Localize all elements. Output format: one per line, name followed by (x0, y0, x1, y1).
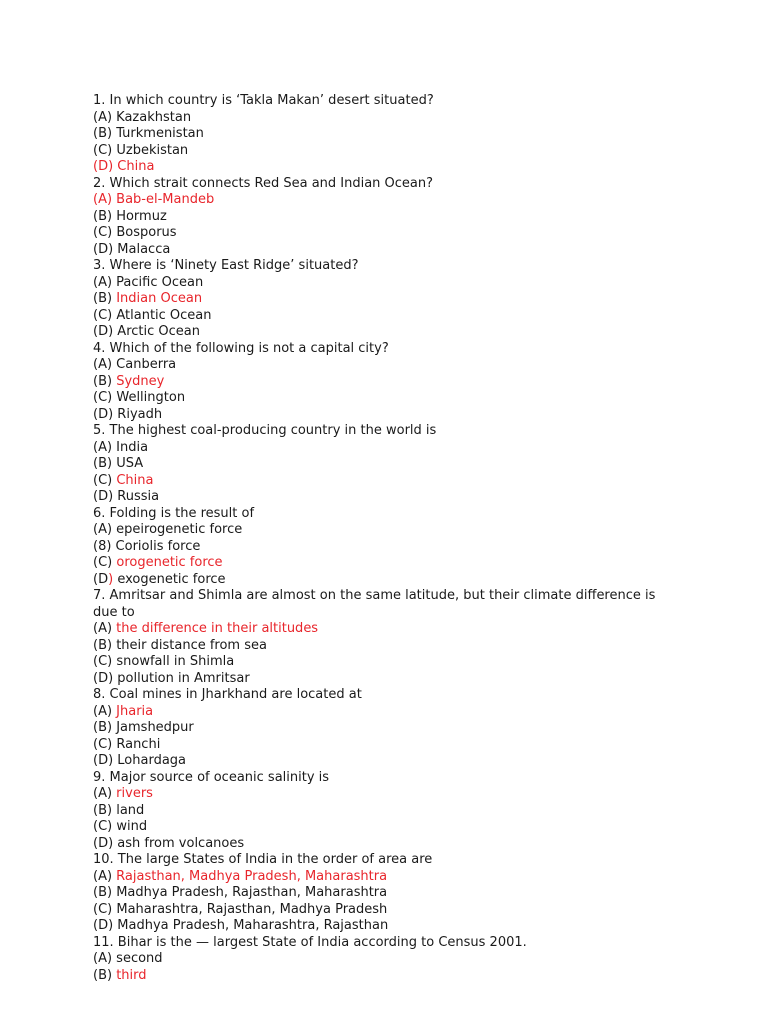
question-text: 10. The large States of India in the order of area are (93, 852, 433, 867)
correct-answer-text: Sydney (116, 373, 165, 389)
option-letter: (A) (93, 357, 117, 372)
option (93, 836, 683, 853)
option-letter: (D) (93, 406, 118, 422)
option-text: Uzbekistan (116, 142, 189, 158)
option-text: Bosporus (116, 225, 177, 240)
option-text: snowfall in Shimla (116, 654, 235, 669)
option-letter: (A) (93, 951, 117, 966)
option (93, 539, 683, 556)
option (93, 440, 683, 457)
option (93, 357, 683, 374)
answer-option (93, 159, 683, 176)
option-text: Pacific Ocean (116, 274, 204, 290)
option (93, 308, 683, 325)
option-letter: (C) (93, 307, 117, 323)
quiz-content (93, 93, 683, 984)
answer-option (93, 968, 683, 985)
answer-option (93, 621, 683, 638)
option-letter: (A) (93, 439, 117, 455)
option-letter: (D) (93, 489, 118, 504)
option (93, 407, 683, 424)
option-letter: (D) (93, 753, 118, 768)
option (93, 126, 683, 143)
option-letter: (B) (93, 456, 117, 471)
option-text: Arctic Ocean (117, 324, 200, 339)
option-letter-suffix: ) (108, 571, 118, 587)
option-text: Jamshedpur (116, 720, 194, 735)
option (93, 902, 683, 919)
option-letter: (B) (93, 720, 117, 735)
option (93, 918, 683, 935)
option (93, 143, 683, 160)
option (93, 390, 683, 407)
option-letter: (B) (93, 291, 117, 306)
option (93, 456, 683, 473)
option-letter: (B) (93, 126, 117, 141)
option (93, 753, 683, 770)
answer-option (93, 786, 683, 803)
option-letter: (A) (93, 786, 117, 801)
answer-option (93, 555, 683, 572)
option-text: Canberra (116, 357, 177, 372)
option-text: Madhya Pradesh, Maharashtra, Rajasthan (117, 918, 389, 933)
option-text: Coriolis force (115, 538, 201, 554)
option (93, 720, 683, 737)
correct-answer-text: Rajasthan, Madhya Pradesh, Maharashtra (116, 868, 388, 884)
option-text: exogenetic force (117, 571, 226, 587)
option-letter: (B) (93, 967, 117, 983)
question-text: 7. Amritsar and Shimla are almost on the same latitude, but their climate difference is due to (93, 588, 656, 620)
option-letter: (A) (93, 109, 117, 125)
correct-answer-text: orogenetic force (116, 555, 223, 570)
option-letter: (D) (93, 835, 118, 851)
question-text: 9. Major source of oceanic salinity is (93, 769, 330, 785)
option-text: land (116, 802, 145, 818)
option-text: their distance from sea (116, 637, 267, 653)
answer-option (93, 473, 683, 490)
correct-answer-text: Indian Ocean (116, 291, 203, 306)
question-text: 2. Which strait connects Red Sea and Indian Ocean? (93, 175, 434, 191)
option-letter: (D) (93, 159, 118, 174)
option-letter: (C) (93, 225, 117, 240)
option (93, 885, 683, 902)
option (93, 654, 683, 671)
option-letter: (C) (93, 555, 117, 570)
question-text: 4. Which of the following is not a capital city? (93, 340, 389, 356)
answer-option (93, 192, 683, 209)
option (93, 638, 683, 655)
option-text: ash from volcanoes (117, 835, 245, 851)
option-text: Madhya Pradesh, Rajasthan, Maharashtra (116, 885, 388, 900)
option-letter: (B) (93, 637, 117, 653)
correct-answer-text: the difference in their altitudes (116, 621, 319, 636)
option-text: pollution in Amritsar (117, 670, 250, 686)
option-letter: (A) (93, 703, 117, 719)
option-letter: (C) (93, 390, 117, 405)
option-text: Riyadh (117, 406, 163, 422)
question-text: 6. Folding is the result of (93, 505, 255, 521)
answer-option (93, 374, 683, 391)
option-text: Lohardaga (117, 753, 187, 768)
correct-answer-text: third (116, 967, 147, 983)
option-letter: (D) (93, 918, 118, 933)
option (93, 489, 683, 506)
option-letter: (A) (93, 274, 117, 290)
option-text: wind (116, 819, 148, 834)
option-letter: (A) (93, 621, 117, 636)
option-letter: (A) (93, 522, 117, 537)
option (93, 671, 683, 688)
option (93, 209, 683, 226)
option-letter: (C) (93, 901, 117, 917)
question-text: 3. Where is ‘Ninety East Ridge’ situated? (93, 258, 359, 273)
option-text: Atlantic Ocean (116, 307, 212, 323)
option-text: Maharashtra, Rajasthan, Madhya Pradesh (116, 901, 388, 917)
option (93, 819, 683, 836)
option-text: Wellington (116, 390, 186, 405)
option-letter: (B) (93, 373, 117, 389)
option-letter: (D) (93, 670, 118, 686)
option-letter: (C) (93, 819, 117, 834)
question-text: 1. In which country is ‘Takla Makan’ desert situated? (93, 93, 434, 108)
option-text: Malacca (117, 241, 171, 257)
correct-answer-text: China (116, 472, 154, 488)
option-text: second (116, 951, 163, 966)
answer-option (93, 869, 683, 886)
correct-answer-text: rivers (116, 786, 153, 801)
option-text: Russia (117, 489, 160, 504)
question-text: 8. Coal mines in Jharkhand are located at (93, 687, 362, 702)
option-letter: (C) (93, 654, 117, 669)
option (93, 803, 683, 820)
option-letter: (D (93, 571, 109, 587)
option-letter: (C) (93, 472, 117, 488)
correct-answer-text: China (117, 159, 155, 174)
option (93, 275, 683, 292)
correct-answer-text: Bab-el-Mandeb (116, 192, 215, 207)
option-letter: (B) (93, 802, 117, 818)
correct-answer-text: Jharia (116, 703, 154, 719)
option (93, 522, 683, 539)
question-text: 11. Bihar is the — largest State of India according to Census 2001. (93, 934, 527, 950)
option-letter: (D) (93, 324, 118, 339)
option-letter: (D) (93, 241, 118, 257)
option (93, 737, 683, 754)
option (93, 572, 683, 589)
option-letter: (A) (93, 868, 117, 884)
option (93, 110, 683, 127)
option-text: Kazakhstan (116, 109, 192, 125)
option-letter: (A) (93, 192, 117, 207)
option-letter: (8) (93, 538, 116, 554)
option-letter: (B) (93, 885, 117, 900)
option-text: USA (116, 456, 144, 471)
option-text: Turkmenistan (116, 126, 204, 141)
option (93, 225, 683, 242)
option (93, 324, 683, 341)
option (93, 951, 683, 968)
question-text: 5. The highest coal-producing country in the world is (93, 423, 437, 438)
answer-option (93, 704, 683, 721)
option-text: India (116, 439, 149, 455)
option (93, 242, 683, 259)
option-letter: (C) (93, 142, 117, 158)
option-text: Ranchi (116, 736, 161, 752)
answer-option (93, 291, 683, 308)
option-text: Hormuz (116, 208, 167, 224)
option-letter: (C) (93, 736, 117, 752)
option-letter: (B) (93, 208, 117, 224)
option-text: epeirogenetic force (116, 522, 243, 537)
